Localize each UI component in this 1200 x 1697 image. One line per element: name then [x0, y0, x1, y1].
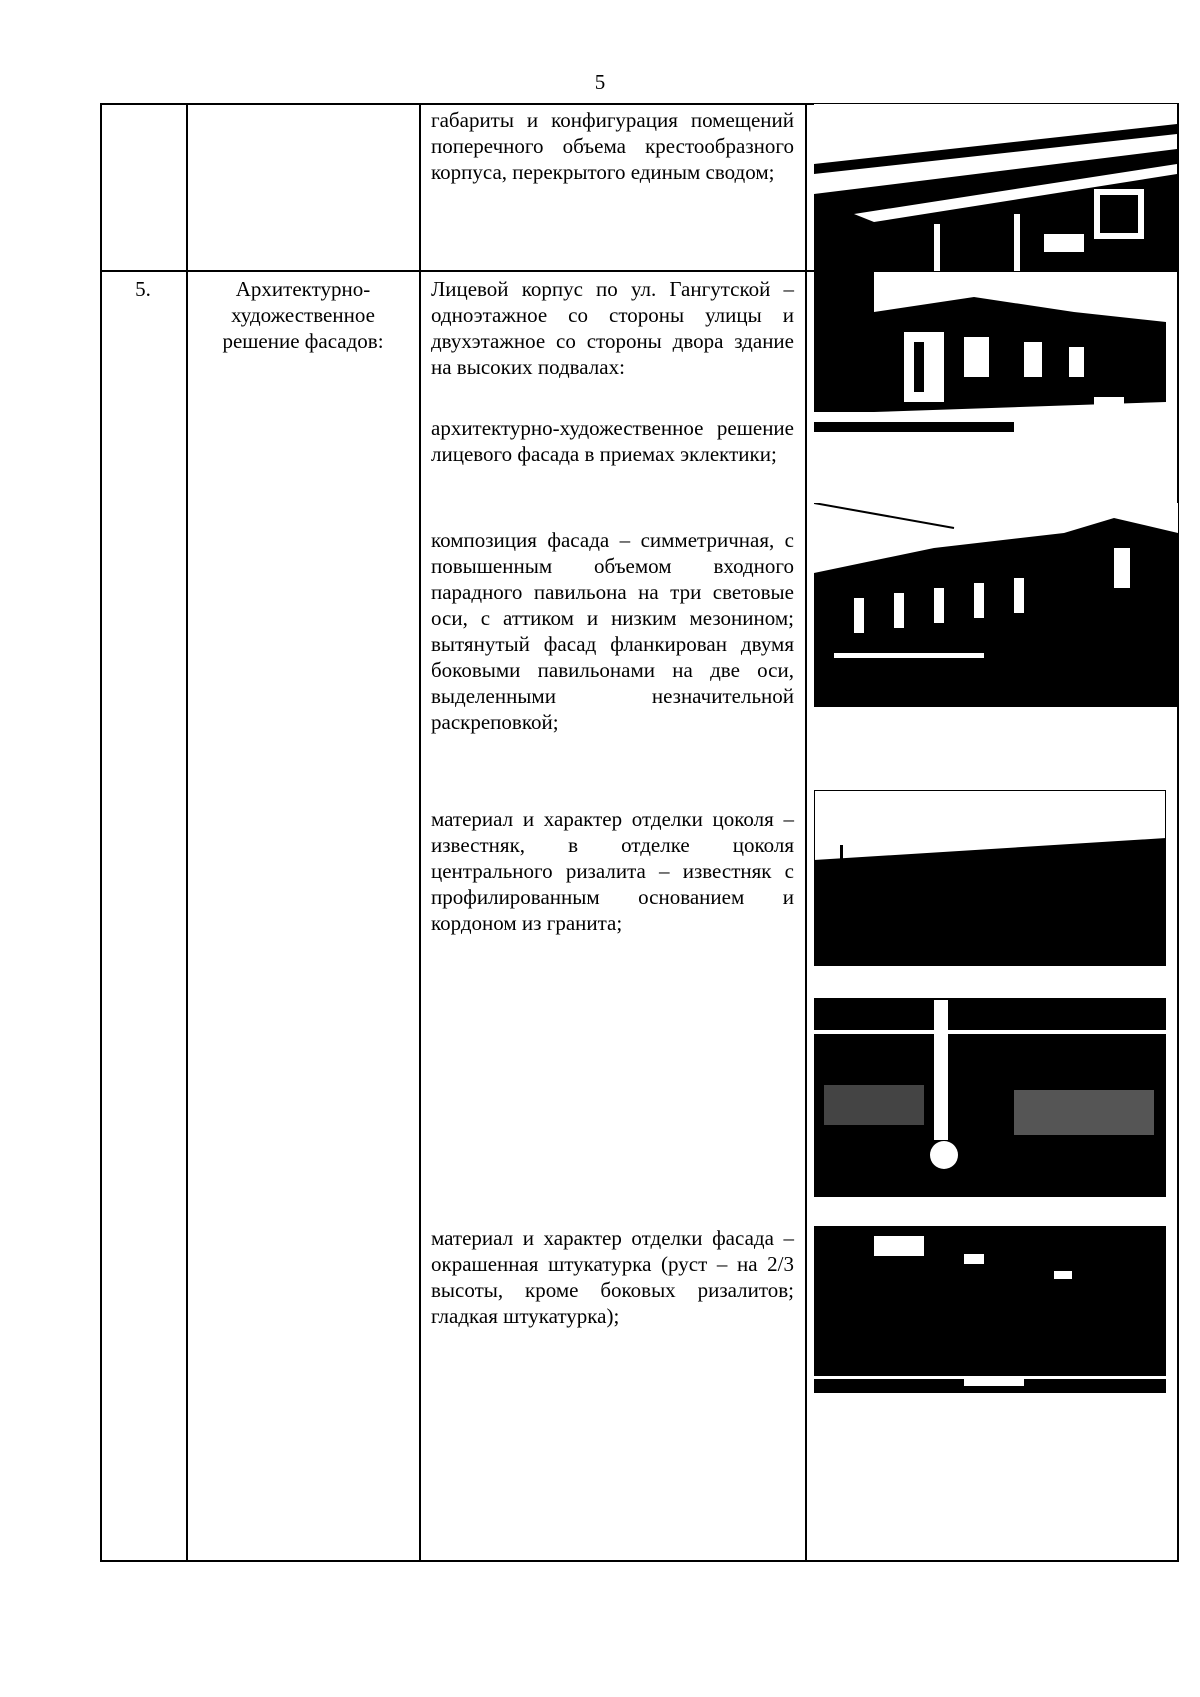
plinth-detail-photo: [814, 790, 1166, 966]
description-paragraph: материал и характер отделки фасада – окрашенная штукатурка (руст – на 2/3 высоты, кроме боковых ризалитов; гладкая штукатурка);: [431, 1226, 794, 1328]
description-paragraph: габариты и конфигурация помещений поперечного объема крестообразного корпуса, перекрытого единым сводом;: [431, 108, 794, 184]
column-divider-2: [419, 103, 421, 1562]
row-number: 5.: [135, 277, 151, 301]
stucco-facade-photo: [814, 1226, 1166, 1393]
page-number: 5: [594, 70, 606, 94]
table-border-bottom: [100, 1560, 1179, 1562]
column-divider-1: [186, 103, 188, 1562]
column-divider-3: [805, 103, 807, 1562]
description-paragraph: материал и характер отделки цоколя – известняк, в отделке цоколя центрального ризалита – известняк с профилированным основанием и кордоном из гранита;: [431, 807, 794, 935]
full-facade-photo: [814, 503, 1178, 707]
table-border-left: [100, 103, 102, 1562]
description-paragraph: архитектурно-художественное решение лицевого фасада в приемах эклектики;: [431, 416, 794, 466]
description-paragraph: Лицевой корпус по ул. Гангутской – одноэтажное со стороны улицы и двухэтажное со стороны двора здание на высоких подвалах:: [431, 277, 794, 379]
central-risalit-plinth-photo: [814, 990, 1166, 1197]
element-name: Архитектурно-художественное решение фасадов:: [222, 277, 384, 353]
street-facade-photo: [814, 272, 1166, 436]
table-border-right: [1177, 103, 1179, 1562]
description-paragraph: композиция фасада – симметричная, с повышенным объемом входного парадного павильона на три световые оси, с аттиком и низким мезонином; вытянутый фасад фланкирован двумя боковыми павильонами на две оси, выделенными незначительной раскреповкой;: [431, 528, 794, 734]
vault-interior-photo: [814, 104, 1177, 271]
